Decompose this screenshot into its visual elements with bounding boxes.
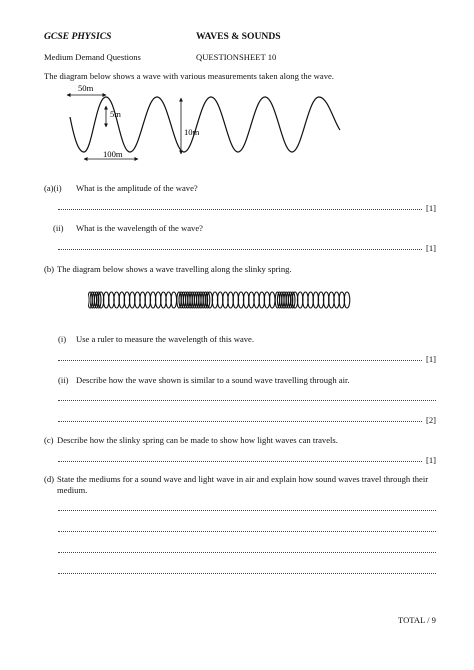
label-10m: 10m (184, 127, 200, 137)
answer-line-d-4[interactable] (58, 573, 436, 574)
label-100m: 100m (103, 149, 123, 159)
q-b-i-text: Use a ruler to measure the wavelength of this wave. (76, 334, 255, 344)
q-a-i-text: What is the amplitude of the wave? (76, 183, 198, 193)
answer-line-c[interactable] (58, 461, 422, 462)
answer-line-a-i[interactable] (58, 209, 422, 210)
mark-a-ii: [1] (426, 243, 437, 253)
answer-line-a-ii[interactable] (58, 249, 422, 250)
q-d-number: (d) (44, 474, 55, 484)
q-c-number: (c) (44, 435, 54, 445)
wave-diagram (40, 82, 360, 172)
mark-c: [1] (426, 455, 437, 465)
q-a-i-number: (a)(i) (44, 183, 62, 193)
answer-line-d-3[interactable] (58, 552, 436, 553)
q-b-number: (b) (44, 264, 55, 274)
demand-level: Medium Demand Questions (44, 52, 141, 62)
label-50m: 50m (78, 83, 94, 93)
answer-line-d-2[interactable] (58, 531, 436, 532)
q-b-i-number: (i) (58, 334, 67, 344)
answer-line-b-i[interactable] (58, 360, 422, 361)
q-d-text-line1: State the mediums for a sound wave and light wave in air and explain how sound waves travel through their (57, 474, 429, 484)
label-5m: 5m (110, 109, 121, 119)
mark-b-i: [1] (426, 354, 437, 364)
q-b-text: The diagram below shows a wave travelling along the slinky spring. (57, 264, 292, 274)
q-c-text: Describe how the slinky spring can be made to show how light waves can travels. (57, 435, 338, 445)
q-a-ii-text: What is the wavelength of the wave? (76, 223, 203, 233)
q-a-ii-number: (ii) (53, 223, 64, 233)
subject-title: GCSE PHYSICS (44, 31, 112, 42)
q-b-ii-text: Describe how the wave shown is similar to a sound wave travelling through air. (76, 375, 350, 385)
q-d-text-line2: medium. (57, 485, 88, 495)
answer-line-b-ii-1[interactable] (58, 400, 436, 401)
mark-b-ii: [2] (426, 415, 437, 425)
intro-text: The diagram below shows a wave with various measurements taken along the wave. (44, 71, 334, 81)
slinky-spring-diagram (88, 288, 354, 312)
wave-curve (70, 97, 340, 152)
q-b-ii-number: (ii) (58, 375, 69, 385)
questionsheet-number: QUESTIONSHEET 10 (196, 52, 277, 62)
answer-line-d-1[interactable] (58, 510, 436, 511)
answer-line-b-ii-2[interactable] (58, 421, 422, 422)
mark-a-i: [1] (426, 203, 437, 213)
total-marks: TOTAL / 9 (398, 615, 436, 625)
topic-title: WAVES & SOUNDS (196, 31, 281, 42)
